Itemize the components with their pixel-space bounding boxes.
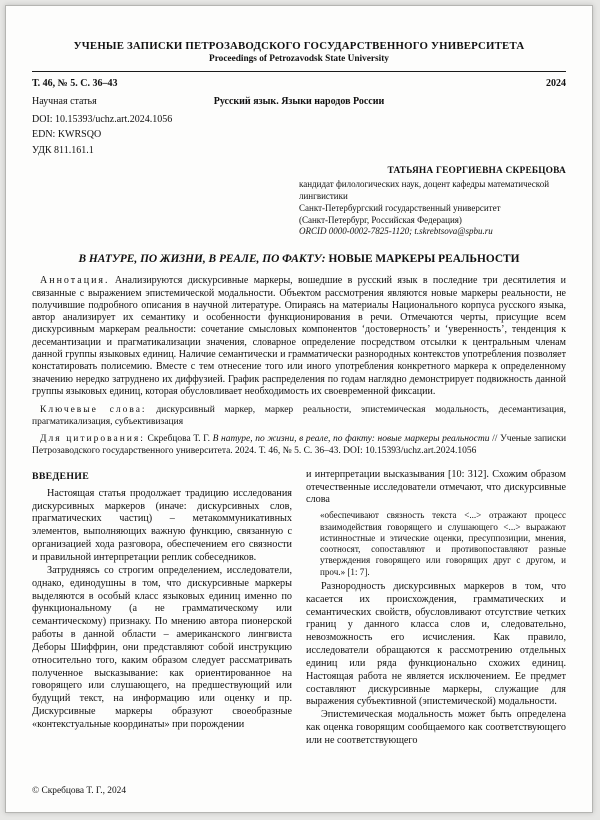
- article-title-rest: НОВЫЕ МАРКЕРЫ РЕАЛЬНОСТИ: [328, 253, 520, 266]
- author-name: ТАТЬЯНА ГЕОРГИЕВНА СКРЕБЦОВА: [387, 165, 566, 176]
- volume-pages: Т. 46, № 5. С. 36–43: [32, 78, 118, 89]
- author-orcid-email: ORCID 0000-0002-7825-1120; t.skrebtsova@spbu.ru: [299, 226, 493, 237]
- right-column: [306, 469, 566, 748]
- block-quote: «обеспечивают связность текста <...> отражают процесс взаимодействия говорящего и слушающего <...> выражают истинностные и этические оценки, пресуппозиции, мнения, соотносят, сопоставляют и противопоставляют разные утверждения говорящего или говорящих друг с другом, и проч.» [1: 7].: [320, 510, 566, 577]
- body-paragraph: Настоящая статья продолжает традицию исследования дискурсивных маркеров (иначе: дискурсивных слов, прагматических частиц) – метакоммуникативных элементов, выполняющих важную функцию, связанную с организацией хода разговора, обеспечением его связности и правильной интерпретации реплик собеседников.: [32, 487, 292, 563]
- journal-page: [5, 5, 593, 813]
- body-paragraph: Эпистемическая модальность может быть определена как оценка говорящим сообщаемого как соответствующего или не соответствующего: [306, 709, 566, 746]
- citation-source: // Ученые записки Петрозаводского государственного университета. 2024. Т. 46, № 5. С. 36–43. DOI: 10.15393/uchz.art.2024.1056: [32, 434, 567, 456]
- author-affiliation: Санкт-Петербургский государственный университет: [299, 202, 501, 213]
- author-location: (Санкт-Петербург, Российская Федерация): [299, 214, 462, 225]
- header-divider: [32, 71, 566, 72]
- journal-title-ru: УЧЕНЫЕ ЗАПИСКИ ПЕТРОЗАВОДСКОГО ГОСУДАРСТВЕННОГО УНИВЕРСИТЕТА: [73, 40, 525, 52]
- keywords-text: дискурсивный маркер, маркер реальности, эпистемическая модальность, десемантизация, прагматикализация, субъективизация: [32, 405, 566, 428]
- article-type-row: [32, 96, 566, 109]
- abstract: [32, 275, 566, 398]
- citation: [32, 434, 566, 458]
- keywords: [32, 405, 566, 429]
- abstract-text: Анализируются дискурсивные маркеры, вошедшие в русский язык в последние три десятилетия и связанные с выражением эпистемической модальности. Объектом рассмотрения являются новые маркеры реальности, не получившие подробного описания в научной литературе. Опираясь на материалы Национального корпуса русского языка, автор анализирует их семантику и особенности функционирования в речи. Отмечаются черты, присущие всем дискурсивным маркерам реальности: сочетание смысловых компонентов ‘достоверность’ и ‘уверенность’, тенденция к десемантизации и прагматикализации значения, словарное определение посредством отсылки к центральным членам данной группы языковых единиц. Наличие семантически и грамматически разнородных контекстов употребления позволяет констатировать полисемию. Вместе с тем отнесение того или иного употребления конкретного маркера к определенному значению нередко затруднено их диффузией. График распределения по годам наглядно демонстрирует подвижность данной группы языковых единиц, которая обусловливает необходимость их своевременной фиксации.: [32, 275, 566, 397]
- citation-article-title: В натуре, по жизни, в реале, по факту: новые маркеры реальности: [212, 434, 490, 444]
- udc-line: УДК 811.161.1: [32, 144, 94, 156]
- author-degree: кандидат филологических наук, доцент кафедры математической лингвистики: [299, 178, 550, 201]
- citation-author: Скребцова Т. Г.: [147, 434, 210, 444]
- body-paragraph: Затрудняясь со строгим определением, исследователи, однако, единодушны в том, что дискурсивные маркеры выделяются в особый класс языковых единиц именно по функциональному (а не грамматическому или семантическому) признаку. По мнению автора пионерской работы в данной области – американского лингвиста Деборы Шиффрин, они представляют собой инструкцию относительно того, каким образом следует рассматривать полученное высказывание: как ориентированное на говорящего или слушающего, на предшествующий или будущий текст, на информацию или оценку и пр. Дискурсивные маркеры образуют своеобразные «контекстуальные координаты» при порождении: [32, 564, 292, 730]
- copyright-notice: © Скребцова Т. Г., 2024: [32, 786, 127, 796]
- volume-row: [32, 78, 566, 89]
- abstract-label: Аннотация.: [40, 275, 110, 287]
- article-type-label: Научная статья: [32, 96, 97, 107]
- two-column-body: [32, 469, 566, 748]
- body-paragraph: и интерпретации высказывания [10: 312]. Схожим образом отечественные исследователи отмечают, что дискурсивные слова: [306, 468, 566, 506]
- left-column: [32, 469, 292, 748]
- keywords-label: Ключевые слова:: [40, 405, 147, 416]
- article-title-markers: В НАТУРЕ, ПО ЖИЗНИ, В РЕАЛЕ, ПО ФАКТУ:: [78, 253, 326, 266]
- section-heading-introduction: ВВЕДЕНИЕ: [32, 470, 90, 482]
- citation-label: Для цитирования:: [40, 434, 145, 444]
- article-title: [32, 253, 566, 265]
- journal-section-label: Русский язык. Языки народов России: [213, 96, 385, 107]
- body-paragraph: Разнородность дискурсивных маркеров в том, что касается их происхождения, грамматических и семантических свойств, обусловливают отсутствие четких границ у данного класса слов и, следовательно, невозможность его исчисления. Как правило, исследователи обращаются к рассмотрению отдельных единиц или ряда функционально схожих единиц. Настоящая работа не является исключением. Ее предмет составляют дискурсивные маркеры, служащие для выражения субъективной (эпистемической) модальности.: [306, 580, 566, 708]
- journal-title-en: Proceedings of Petrozavodsk State University: [209, 54, 389, 64]
- doi-line: DOI: 10.15393/uchz.art.2024.1056: [32, 113, 173, 125]
- publication-year: 2024: [546, 78, 566, 89]
- author-block: [299, 165, 566, 239]
- edn-line: EDN: KWRSQO: [32, 129, 102, 140]
